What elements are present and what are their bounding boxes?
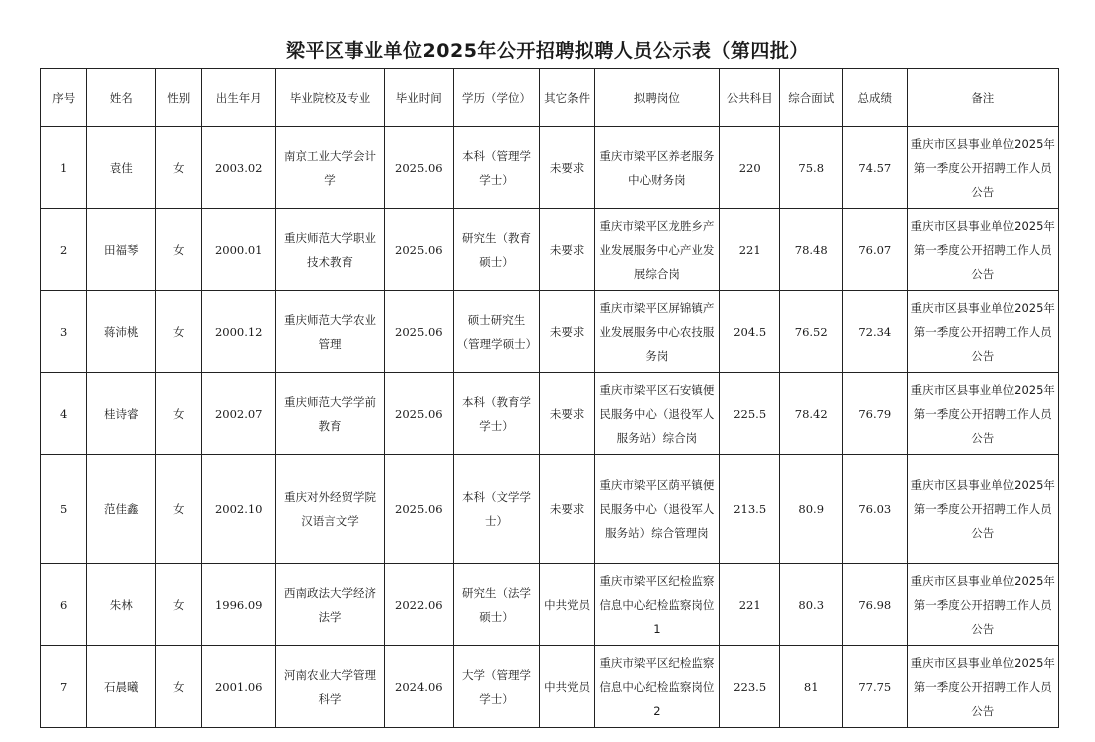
cell-written: 221 [719, 209, 780, 291]
cell-name: 范佳鑫 [87, 455, 156, 564]
cell-interview: 78.48 [780, 209, 843, 291]
header-gender: 性别 [156, 69, 202, 127]
cell-degree: 本科（管理学学士） [453, 127, 540, 209]
cell-gender: 女 [156, 455, 202, 564]
cell-school: 重庆师范大学学前教育 [276, 373, 385, 455]
header-name: 姓名 [87, 69, 156, 127]
cell-total: 72.34 [843, 291, 908, 373]
cell-other: 中共党员 [540, 646, 594, 728]
header-interview: 综合面试 [780, 69, 843, 127]
cell-note: 重庆市区县事业单位2025年第一季度公开招聘工作人员公告 [907, 564, 1058, 646]
table-row [41, 127, 1059, 209]
cell-position: 重庆市梁平区荫平镇便民服务中心（退役军人服务站）综合管理岗 [594, 455, 719, 564]
cell-grad-time: 2024.06 [385, 646, 454, 728]
cell-interview: 75.8 [780, 127, 843, 209]
cell-other: 未要求 [540, 455, 594, 564]
cell-interview: 78.42 [780, 373, 843, 455]
cell-school: 河南农业大学管理科学 [276, 646, 385, 728]
cell-total: 76.03 [843, 455, 908, 564]
cell-name: 朱林 [87, 564, 156, 646]
cell-total: 77.75 [843, 646, 908, 728]
cell-index: 2 [41, 209, 87, 291]
cell-degree: 研究生（法学硕士） [453, 564, 540, 646]
cell-position: 重庆市梁平区石安镇便民服务中心（退役军人服务站）综合岗 [594, 373, 719, 455]
cell-grad-time: 2022.06 [385, 564, 454, 646]
cell-grad-time: 2025.06 [385, 127, 454, 209]
header-position: 拟聘岗位 [594, 69, 719, 127]
cell-grad-time: 2025.06 [385, 455, 454, 564]
page-title: 梁平区事业单位2025年公开招聘拟聘人员公示表（第四批） [286, 40, 809, 62]
cell-school: 西南政法大学经济法学 [276, 564, 385, 646]
header-other: 其它条件 [540, 69, 594, 127]
cell-index: 3 [41, 291, 87, 373]
cell-name: 蒋沛桃 [87, 291, 156, 373]
cell-school: 重庆对外经贸学院汉语言文学 [276, 455, 385, 564]
cell-gender: 女 [156, 646, 202, 728]
cell-gender: 女 [156, 564, 202, 646]
table-row [41, 209, 1059, 291]
cell-gender: 女 [156, 209, 202, 291]
cell-total: 76.79 [843, 373, 908, 455]
applicant-table [40, 68, 1059, 728]
cell-written: 220 [719, 127, 780, 209]
table-row [41, 564, 1059, 646]
header-total: 总成绩 [843, 69, 908, 127]
cell-note: 重庆市区县事业单位2025年第一季度公开招聘工作人员公告 [907, 209, 1058, 291]
cell-note: 重庆市区县事业单位2025年第一季度公开招聘工作人员公告 [907, 646, 1058, 728]
header-grad-time: 毕业时间 [385, 69, 454, 127]
header-birth: 出生年月 [202, 69, 276, 127]
cell-total: 76.07 [843, 209, 908, 291]
cell-other: 未要求 [540, 209, 594, 291]
cell-total: 74.57 [843, 127, 908, 209]
cell-interview: 80.3 [780, 564, 843, 646]
cell-written: 223.5 [719, 646, 780, 728]
table-row [41, 646, 1059, 728]
header-degree: 学历（学位） [453, 69, 540, 127]
cell-birth: 2001.06 [202, 646, 276, 728]
cell-gender: 女 [156, 291, 202, 373]
cell-grad-time: 2025.06 [385, 291, 454, 373]
cell-grad-time: 2025.06 [385, 209, 454, 291]
cell-gender: 女 [156, 373, 202, 455]
cell-other: 中共党员 [540, 564, 594, 646]
cell-degree: 研究生（教育硕士） [453, 209, 540, 291]
cell-other: 未要求 [540, 373, 594, 455]
cell-index: 6 [41, 564, 87, 646]
cell-position: 重庆市梁平区纪检监察信息中心纪检监察岗位2 [594, 646, 719, 728]
cell-name: 袁佳 [87, 127, 156, 209]
cell-index: 7 [41, 646, 87, 728]
header-school: 毕业院校及专业 [276, 69, 385, 127]
table-row [41, 455, 1059, 564]
cell-gender: 女 [156, 127, 202, 209]
header-note: 备注 [907, 69, 1058, 127]
cell-degree: 大学（管理学学士） [453, 646, 540, 728]
cell-note: 重庆市区县事业单位2025年第一季度公开招聘工作人员公告 [907, 127, 1058, 209]
cell-degree: 本科（文学学士） [453, 455, 540, 564]
cell-interview: 76.52 [780, 291, 843, 373]
cell-written: 204.5 [719, 291, 780, 373]
table-row [41, 291, 1059, 373]
cell-school: 重庆师范大学职业技术教育 [276, 209, 385, 291]
cell-birth: 2000.01 [202, 209, 276, 291]
cell-written: 213.5 [719, 455, 780, 564]
cell-interview: 81 [780, 646, 843, 728]
cell-note: 重庆市区县事业单位2025年第一季度公开招聘工作人员公告 [907, 373, 1058, 455]
table-header-row [41, 69, 1059, 127]
header-written: 公共科目 [719, 69, 780, 127]
cell-birth: 1996.09 [202, 564, 276, 646]
cell-name: 田福琴 [87, 209, 156, 291]
cell-degree: 本科（教育学学士） [453, 373, 540, 455]
cell-written: 225.5 [719, 373, 780, 455]
table-row [41, 373, 1059, 455]
cell-birth: 2002.10 [202, 455, 276, 564]
cell-note: 重庆市区县事业单位2025年第一季度公开招聘工作人员公告 [907, 455, 1058, 564]
cell-school: 重庆师范大学农业管理 [276, 291, 385, 373]
cell-other: 未要求 [540, 127, 594, 209]
cell-name: 桂诗睿 [87, 373, 156, 455]
cell-index: 5 [41, 455, 87, 564]
cell-degree: 硕士研究生（管理学硕士） [453, 291, 540, 373]
cell-index: 4 [41, 373, 87, 455]
cell-name: 石晨曦 [87, 646, 156, 728]
cell-total: 76.98 [843, 564, 908, 646]
cell-position: 重庆市梁平区龙胜乡产业发展服务中心产业发展综合岗 [594, 209, 719, 291]
cell-index: 1 [41, 127, 87, 209]
cell-position: 重庆市梁平区屏锦镇产业发展服务中心农技服务岗 [594, 291, 719, 373]
header-index: 序号 [41, 69, 87, 127]
cell-interview: 80.9 [780, 455, 843, 564]
cell-written: 221 [719, 564, 780, 646]
cell-position: 重庆市梁平区纪检监察信息中心纪检监察岗位1 [594, 564, 719, 646]
cell-school: 南京工业大学会计学 [276, 127, 385, 209]
cell-note: 重庆市区县事业单位2025年第一季度公开招聘工作人员公告 [907, 291, 1058, 373]
cell-other: 未要求 [540, 291, 594, 373]
cell-birth: 2000.12 [202, 291, 276, 373]
cell-birth: 2003.02 [202, 127, 276, 209]
cell-birth: 2002.07 [202, 373, 276, 455]
cell-position: 重庆市梁平区养老服务中心财务岗 [594, 127, 719, 209]
cell-grad-time: 2025.06 [385, 373, 454, 455]
